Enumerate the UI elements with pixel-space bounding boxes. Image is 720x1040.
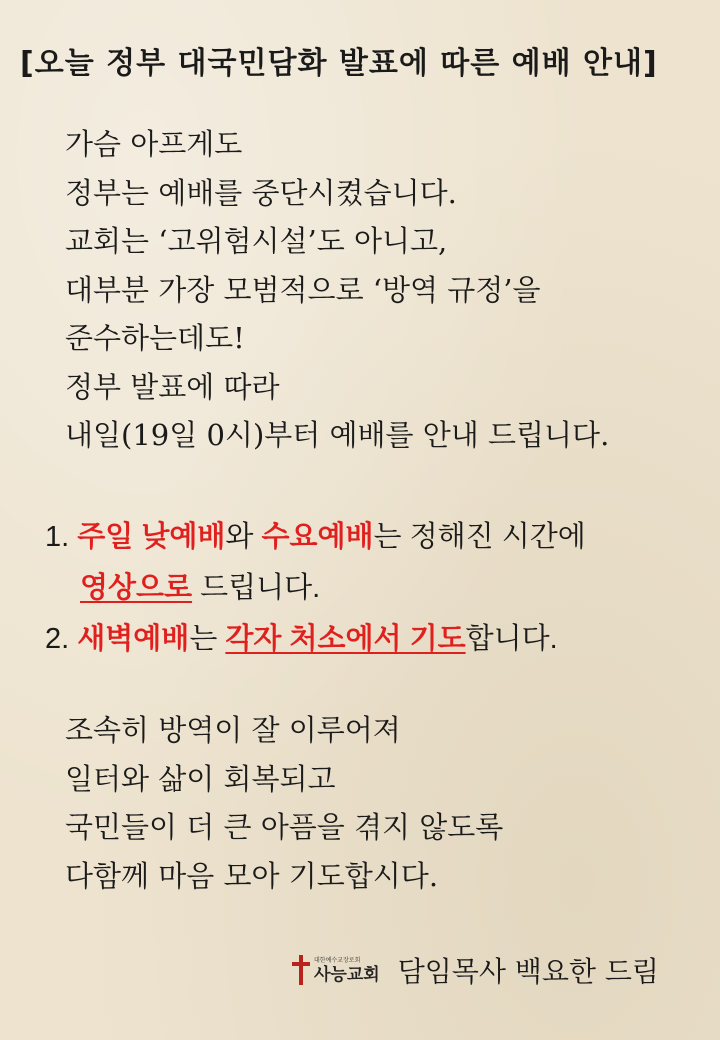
signature-block bbox=[290, 950, 659, 990]
list-number: 2. bbox=[45, 623, 70, 655]
list-text: 는 정해진 시간에 bbox=[373, 521, 586, 553]
logo-church-name: 사능교회 bbox=[314, 965, 380, 985]
list-text: 합니다. bbox=[465, 623, 558, 655]
list-item-1-continued bbox=[45, 563, 586, 614]
intro-line: 준수하는데도! bbox=[65, 321, 245, 355]
intro-line: 교회는 ‘고위험시설’도 아니고, bbox=[65, 224, 448, 258]
worship-list bbox=[45, 512, 586, 665]
list-number: 1. bbox=[45, 521, 70, 553]
intro-line: 정부는 예배를 중단시켰습니다. bbox=[65, 175, 457, 210]
closing-paragraph bbox=[65, 706, 503, 900]
intro-line: 정부 발표에 따라 bbox=[65, 369, 280, 404]
closing-line: 조속히 방역이 잘 이루어져 bbox=[65, 713, 401, 747]
church-logo bbox=[290, 955, 380, 985]
highlight-pray-at-home: 각자 처소에서 기도 bbox=[225, 623, 466, 655]
list-text: 와 bbox=[225, 521, 262, 553]
list-text: 는 bbox=[189, 623, 226, 655]
pastor-signature: 담임목사 백요한 드림 bbox=[397, 955, 659, 988]
page-title: [오늘 정부 대국민담화 발표에 따른 예배 안내] bbox=[20, 46, 658, 81]
highlight-sunday-worship: 주일 낮예배 bbox=[77, 521, 226, 553]
highlight-online-video: 영상으로 bbox=[80, 572, 193, 604]
closing-line: 일터와 삶이 회복되고 bbox=[65, 761, 336, 796]
highlight-wednesday-worship: 수요예배 bbox=[261, 521, 374, 553]
cross-icon bbox=[290, 955, 312, 985]
list-text: 드립니다. bbox=[192, 572, 321, 604]
intro-line: 내일(19일 0시)부터 예배를 안내 드립니다. bbox=[65, 418, 610, 452]
closing-line: 다함께 마음 모아 기도합시다. bbox=[65, 858, 439, 893]
logo-denomination: 대한예수교장로회 bbox=[314, 957, 361, 964]
list-item-2 bbox=[45, 614, 586, 665]
list-item-1 bbox=[45, 512, 586, 563]
intro-line: 대부분 가장 모범적으로 ‘방역 규정’을 bbox=[65, 272, 541, 307]
closing-line: 국민들이 더 큰 아픔을 겪지 않도록 bbox=[65, 810, 504, 844]
intro-line: 가슴 아프게도 bbox=[65, 127, 243, 161]
intro-paragraph bbox=[65, 120, 609, 460]
highlight-dawn-worship: 새벽예배 bbox=[77, 623, 190, 655]
